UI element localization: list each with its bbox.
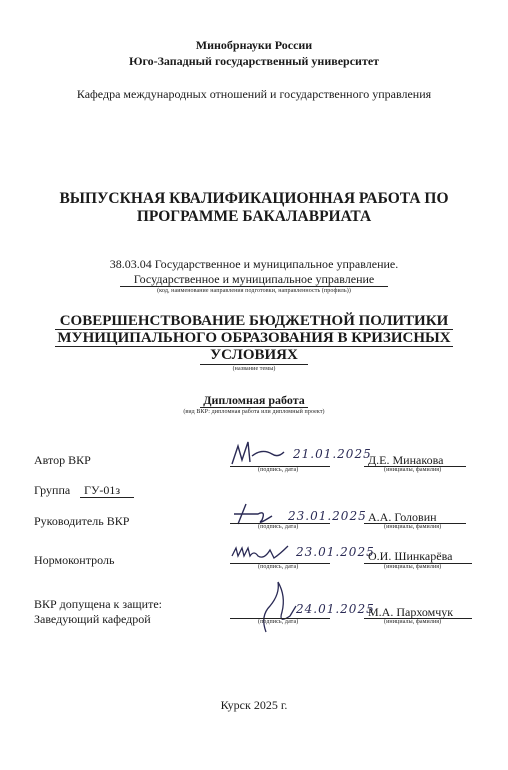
department-name: Кафедра международных отношений и государственного управления [76,87,432,101]
topic-underline-2 [55,346,453,347]
supervisor-label: Руководитель ВКР [34,514,130,528]
topic-caption: (название темы) [232,366,276,372]
work-type-caption: (вид ВКР: дипломная работа или дипломный проект) [183,409,325,415]
place-year: Курск 2025 г. [220,698,288,712]
supervisor-name: А.А. Головин [368,510,437,524]
supervisor-sign-caption: (подпись, дата) [258,524,299,530]
author-name-caption: (инициалы, фамилия) [384,467,442,473]
group-label: Группа [34,483,71,497]
topic-underline-3 [200,364,308,365]
author-label: Автор ВКР [34,453,91,467]
normcontrol-name: О.И. Шинкарёва [368,549,453,563]
author-date: 21.01.2025 [293,447,372,461]
supervisor-date: 23.01.2025 [288,509,367,523]
document-title-line-2: ПРОГРАММЕ БАКАЛАВРИАТА [136,208,372,225]
supervisor-name-caption: (инициалы, фамилия) [384,524,442,530]
head-date: 24.01.2025 [296,602,375,616]
author-sign-caption: (подпись, дата) [258,467,299,473]
topic-line-1: СОВЕРШЕНСТВОВАНИЕ БЮДЖЕТНОЙ ПОЛИТИКИ [59,313,449,329]
topic-underline-1 [55,329,453,330]
normcontrol-name-caption: (инициалы, фамилия) [384,564,442,570]
document-title-line-1: ВЫПУСКНАЯ КВАЛИФИКАЦИОННАЯ РАБОТА ПО [59,190,449,207]
topic-line-3: УСЛОВИЯХ [210,347,298,363]
normcontrol-sign-caption: (подпись, дата) [258,564,299,570]
ministry: Минобрнауки России [195,38,313,52]
direction-caption: (код, наименование направления подготовки, направленность (профиль)) [157,288,351,294]
group-underline [80,497,134,498]
work-type-underline [200,407,308,408]
topic-line-2: МУНИЦИПАЛЬНОГО ОБРАЗОВАНИЯ В КРИЗИСНЫХ [57,330,451,346]
direction-underline [120,286,388,287]
head-name-caption: (инициалы, фамилия) [384,619,442,625]
head-of-department-label: Заведующий кафедрой [34,612,151,626]
head-name: М.А. Пархомчук [368,605,454,619]
normcontrol-label: Нормоконтроль [34,553,115,567]
group-value: ГУ-01з [84,483,121,497]
direction-line-2: Государственное и муниципальное управление [133,272,375,286]
head-sign-caption: (подпись, дата) [258,619,299,625]
work-type: Дипломная работа [203,393,305,407]
direction-line-1: 38.03.04 Государственное и муниципальное управление. [109,257,399,271]
normcontrol-date: 23.01.2025 [296,545,375,559]
university-name: Юго-Западный государственный университет [128,54,380,68]
admission-label: ВКР допущена к защите: [34,597,162,611]
author-name: Д.Е. Минакова [368,453,444,467]
